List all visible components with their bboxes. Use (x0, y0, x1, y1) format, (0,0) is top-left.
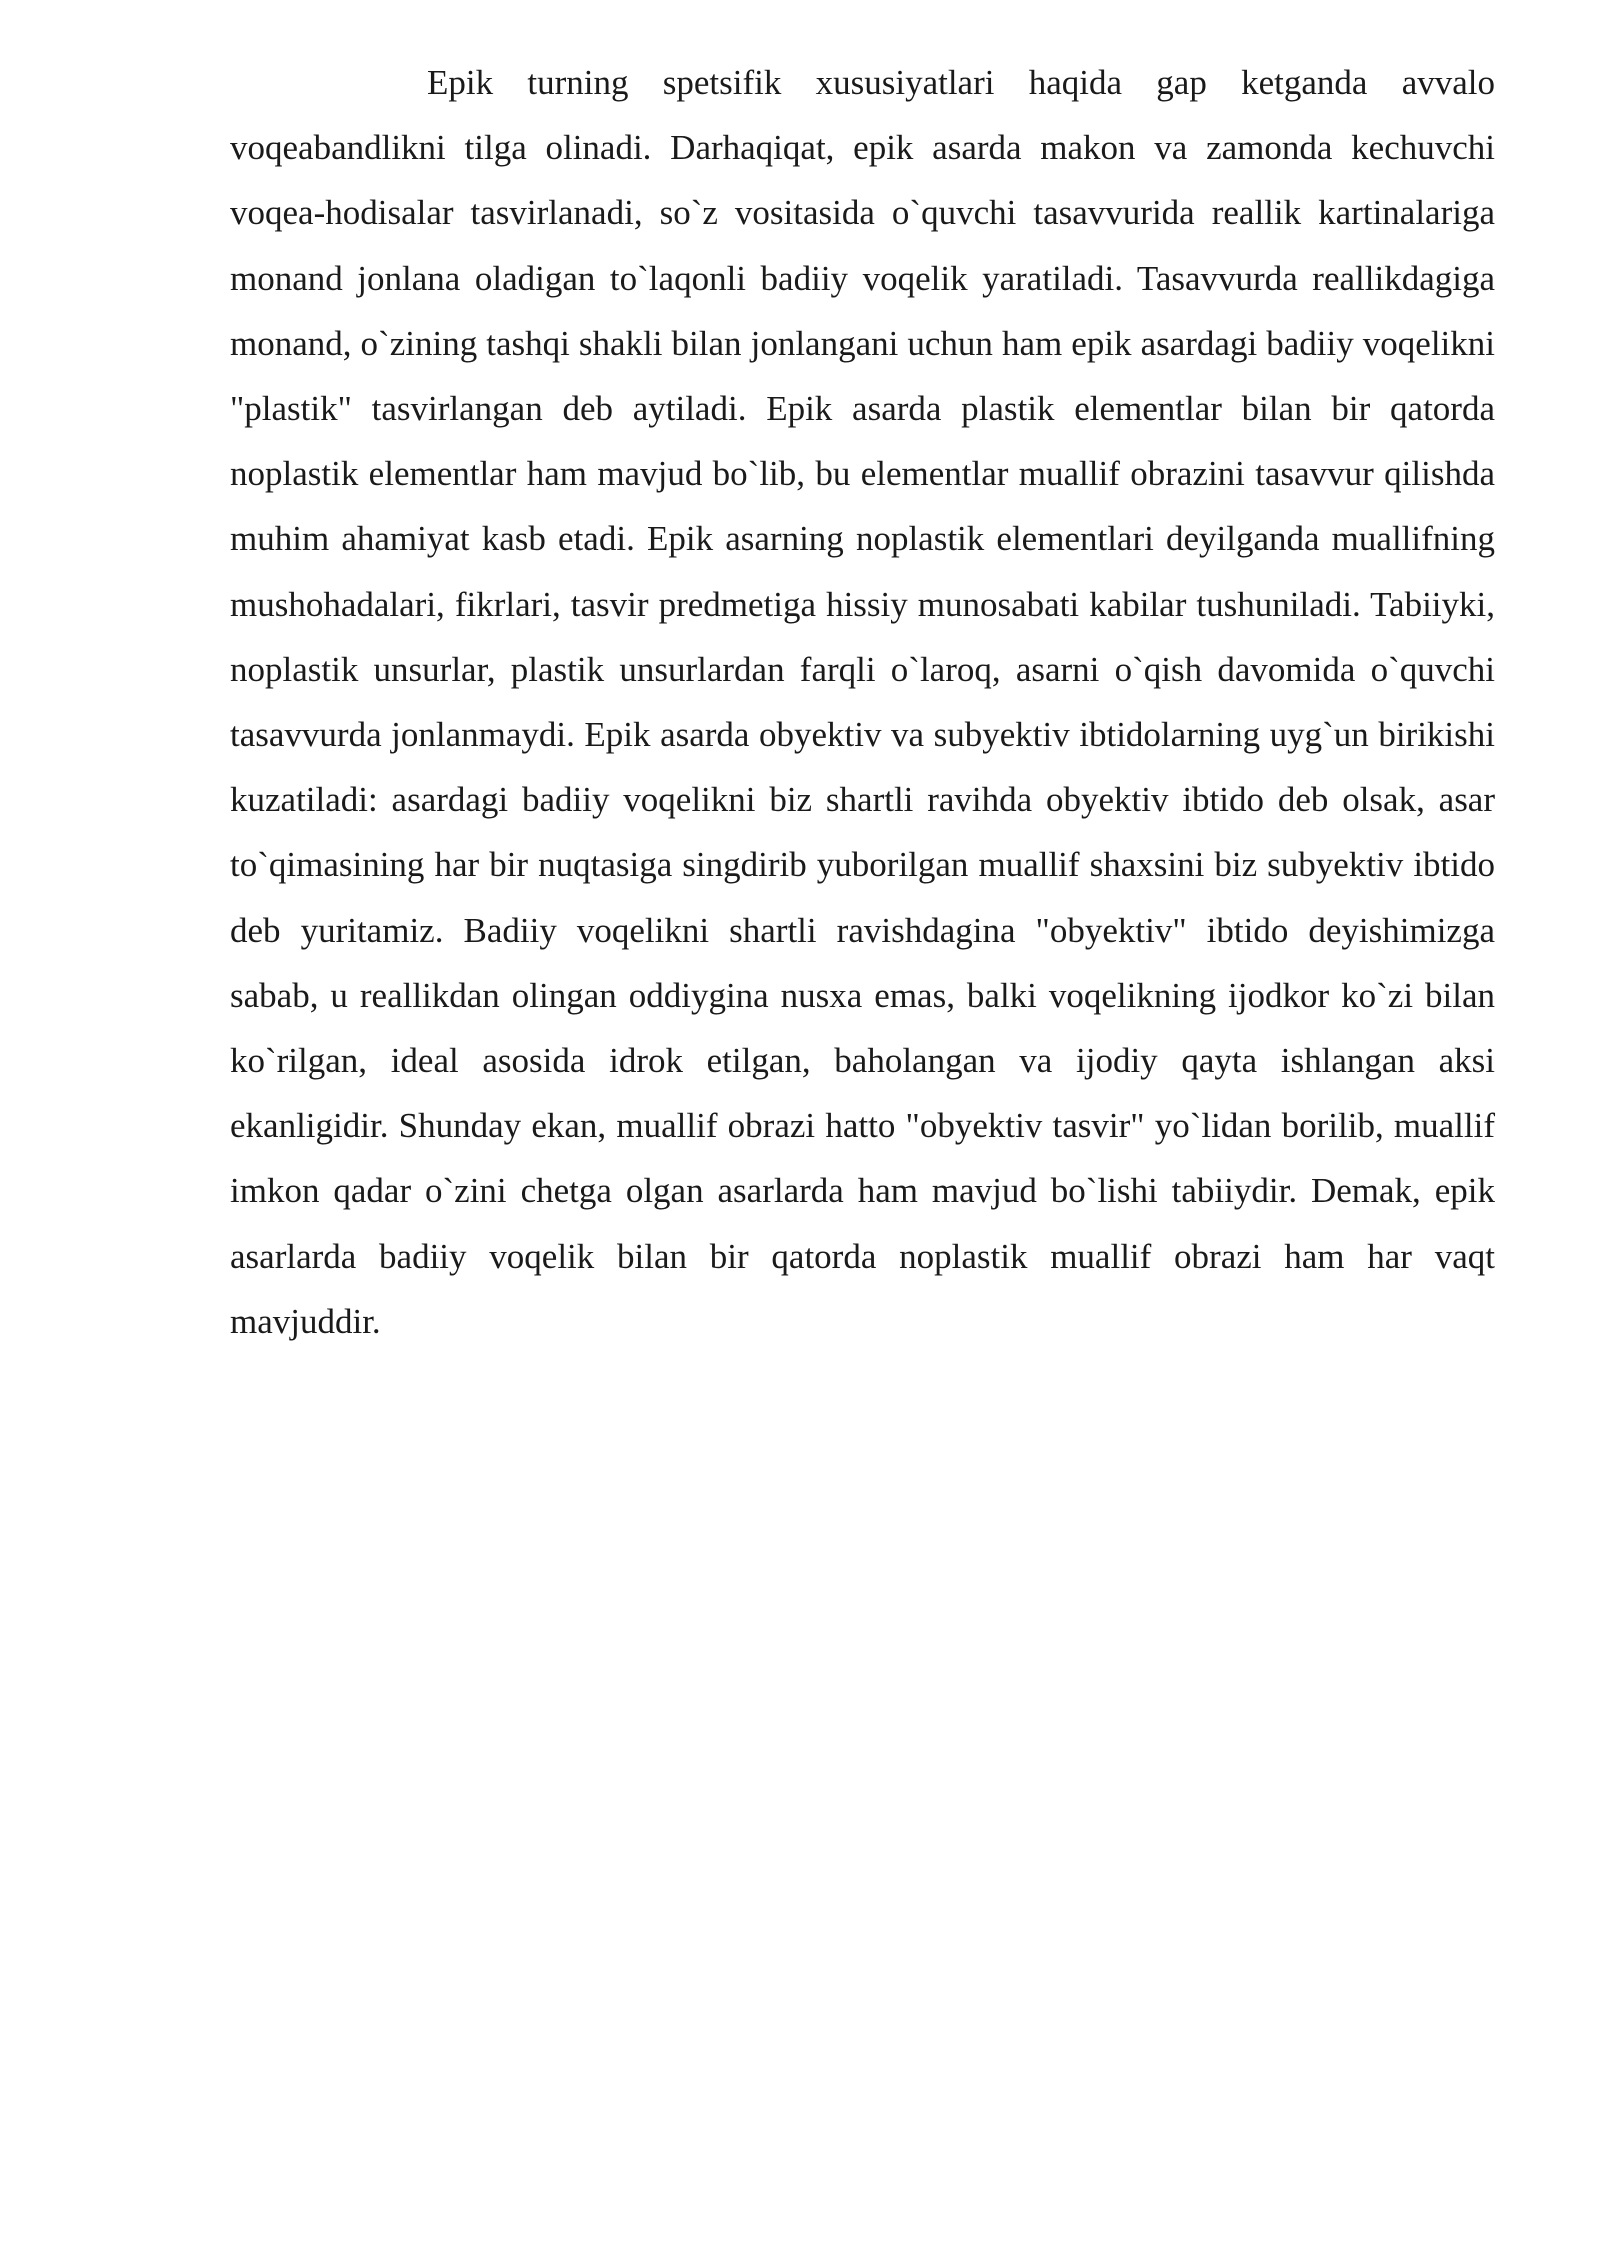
body-paragraph: Epik turning spetsifik xususiyatlari haqida gap ketganda avvalo voqeabandlikni tilga olinadi. Darhaqiqat, epik asarda makon va zamonda kechuvchi voqea-hodisalar tasvirlanadi, so`z vositasida o`quvchi tasavvurida reallik kartinalariga monand jonlana oladigan to`laqonli badiiy voqelik yaratiladi. Tasavvurda reallikdagiga monand, o`zining tashqi shakli bilan jonlangani uchun ham epik asardagi badiiy voqelikni "plastik" tasvirlangan deb aytiladi. Epik asarda plastik elementlar bilan bir qatorda noplastik elementlar ham mavjud bo`lib, bu elementlar muallif obrazini tasavvur qilishda muhim ahamiyat kasb etadi. Epik asarning noplastik elementlari deyilganda muallifning mushohadalari, fikrlari, tasvir predmetiga hissiy munosabati kabilar tushuniladi. Tabiiyki, noplastik unsurlar, plastik unsurlardan farqli o`laroq, asarni o`qish davomida o`quvchi tasavvurda jonlanmaydi. Epik asarda obyektiv va subyektiv ibtidolarning uyg`un birikishi kuzatiladi: asardagi badiiy voqelikni biz shartli ravihda obyektiv ibtido deb olsak, asar to`qimasining har bir nuqtasiga singdirib yuborilgan muallif shaxsini biz subyektiv ibtido deb yuritamiz. Badiiy voqelikni shartli ravishdagina "obyektiv" ibtido deyishimizga sabab, u reallikdan olingan oddiygina nusxa emas, balki voqelikning ijodkor ko`zi bilan ko`rilgan, ideal asosida idrok etilgan, baholangan va ijodiy qayta ishlangan aksi ekanligidir. Shunday ekan, muallif obrazi hatto "obyektiv tasvir" yo`lidan borilib, muallif imkon qadar o`zini chetga olgan asarlarda ham mavjud bo`lishi tabiiydir. Demak, epik asarlarda badiiy voqelik bilan bir qatorda noplastik muallif obrazi ham har vaqt mavjuddir. (230, 63, 1495, 1341)
